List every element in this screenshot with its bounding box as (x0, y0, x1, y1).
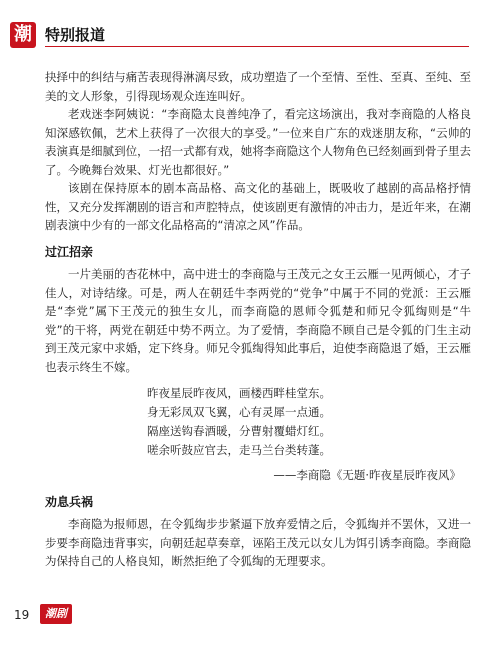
poem-line: 身无彩凤双飞翼，心有灵犀一点通。 (147, 405, 331, 419)
section1-paragraph: 一片美丽的杏花林中，高中进士的李商隐与王茂元之女王云雁一见两倾心，才子佳人，对诗结缘。可是，两人在朝廷牛李两党的“党争”中属于不同的党派：王云雁是“李党”属下王茂元的独生女儿，而李商隐的恩师令狐楚和师兄令狐绹则是“牛党”的干将，两党在朝廷中势不两立。为了爱情，李商隐不顾自己是令狐的门生主动到王茂元家中求婚，定下终身。师兄令狐绹得知此事后，迫使李商隐退了婚，王云雁也表示终生不嫁。 (45, 267, 471, 374)
page-header (0, 0, 491, 52)
intro-paragraph-3: 该剧在保持原本的剧本高品格、高文化的基础上，既吸收了越剧的高品格抒情性，又充分发挥潮剧的语言和声腔特点，使该剧更有激情的冲击力，是近年来，在潮剧表演中少有的一部文化品格高的“清凉之风”作品。 (45, 181, 471, 232)
poem-citation: ——李商隐《无题·昨夜星辰昨夜风》 (273, 468, 461, 482)
subheading-quanxi-binghuo: 劝息兵祸 (45, 494, 94, 509)
header-divider (45, 46, 469, 47)
page-footer (0, 600, 491, 648)
intro-paragraph-2: 老戏迷李阿姨说：“李商隐太良善纯净了，看完这场演出，我对李商隐的人格良知深感钦佩，艺术上获得了一次很大的享受。”一位来自广东的戏迷朋友称，“云帅的表演真是细腻到位，一招一式都有戏，她将李商隐这个人物角色已经刻画到骨子里去了。今晚舞台效果、灯光也都很好。” (45, 107, 471, 177)
poem-line: 嗟余听鼓应官去，走马兰台类转蓬。 (147, 443, 331, 457)
article-body (45, 68, 471, 571)
poem-block (45, 384, 471, 460)
section2-paragraph: 李商隐为报师恩，在令狐绹步步紧逼下放弃爱情之后，令狐绹并不罢休，又进一步要李商隐违背事实，向朝廷起草奏章，诬陷王茂元以女儿为饵引诱李商隐。李商隐为保持自己的人格良知，断然拒绝了令狐绹的无理要求。 (45, 517, 471, 568)
subheading-guojiang-zhaoqin: 过江招亲 (45, 244, 94, 259)
section-title: 特别报道 (45, 26, 106, 44)
poem-line: 隔座送钩春酒暖，分曹射覆蜡灯红。 (147, 424, 331, 438)
poem-line: 昨夜星辰昨夜风，画楼西畔桂堂东。 (147, 386, 331, 400)
footer-magazine-logo: 潮剧 (40, 604, 72, 624)
magazine-seal-logo: 潮 (10, 22, 36, 48)
page-number: 19 (14, 608, 30, 622)
intro-paragraph-1: 抉择中的纠结与痛苦表现得淋漓尽致，成功塑造了一个至情、至性、至真、至纯、至美的文人形象，引得现场观众连连叫好。 (45, 70, 471, 103)
